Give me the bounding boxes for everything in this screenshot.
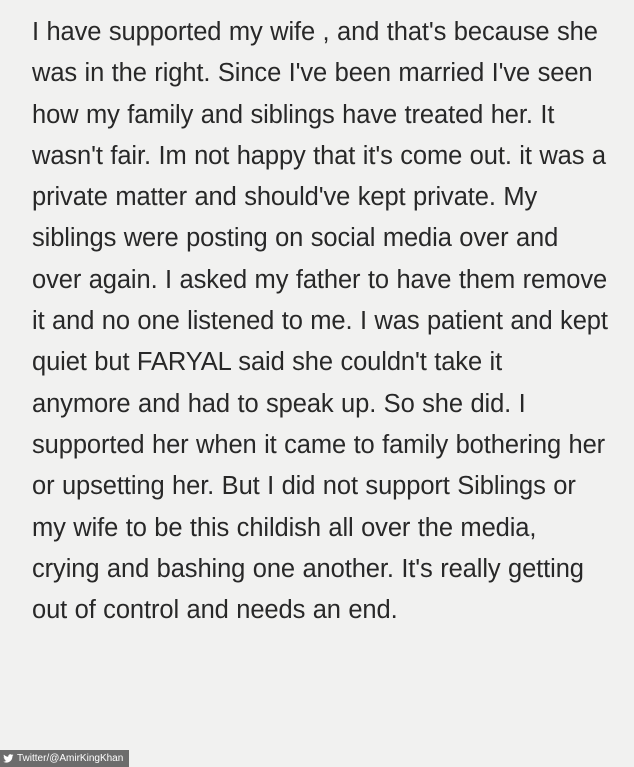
credit-overlay bbox=[0, 750, 129, 767]
credit-text: Twitter/@AmirKingKhan bbox=[17, 753, 124, 764]
twitter-icon bbox=[3, 753, 14, 764]
statement-text: I have supported my wife , and that's because she was in the right. Since I've been married I've seen how my family and siblings have treated her. It wasn't fair. Im not happy that it's come out. it was a private matter and should've kept private. My siblings were posting on social media over and over again. I asked my father to have them remove it and no one listened to me. I was patient and kept quiet but FARYAL said she couldn't take it anymore and had to speak up. So she did. I supported her when it came to family bothering her or upsetting her. But I did not support Siblings or my wife to be this childish all over the media, crying and bashing one another. It's really getting out of control and needs an end. bbox=[32, 18, 616, 625]
